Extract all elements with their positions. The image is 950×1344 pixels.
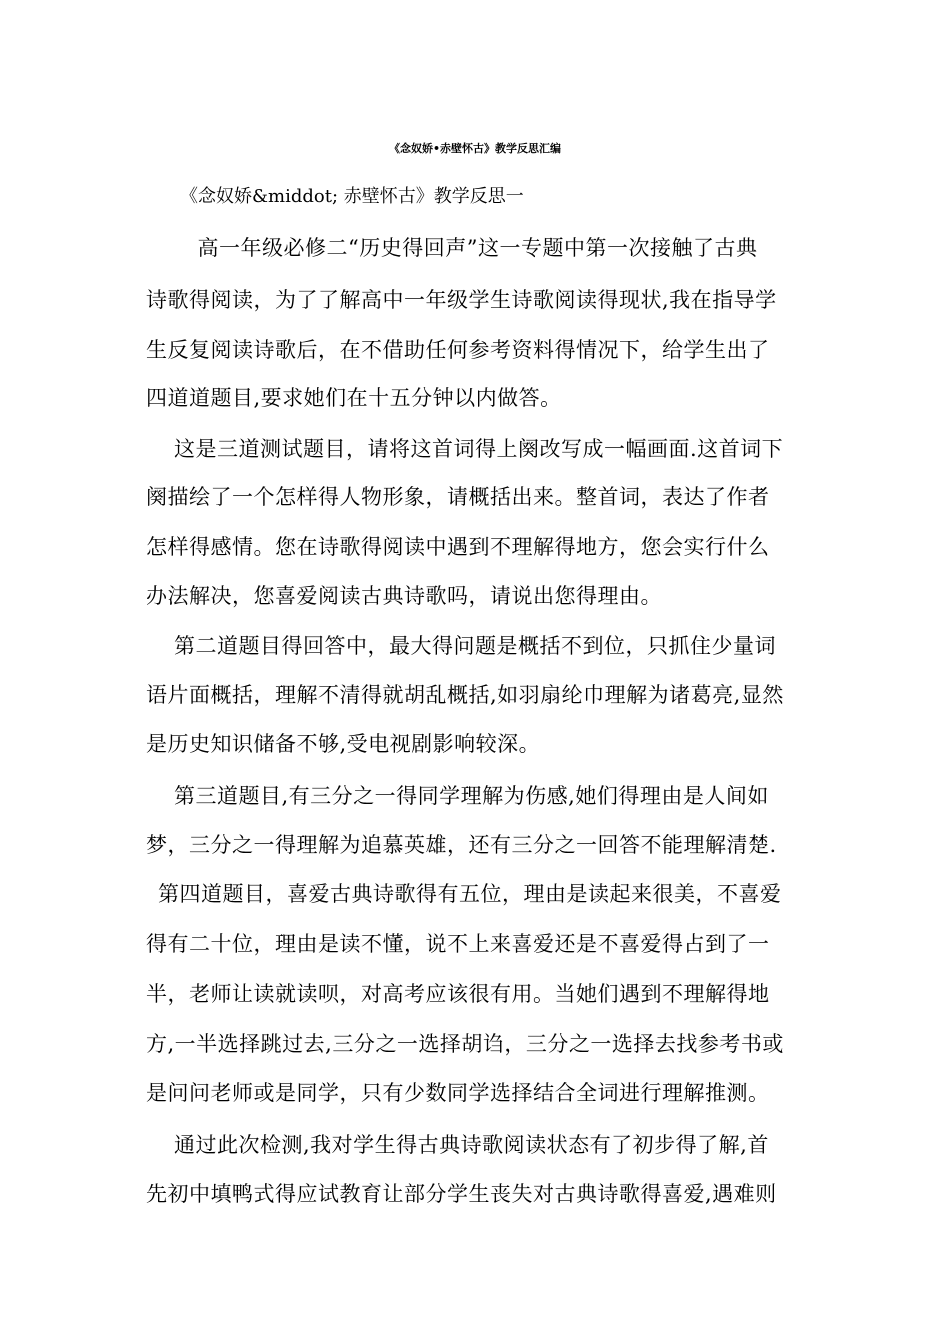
paragraph-line: 诗歌得阅读，为了了解高中一年级学生诗歌阅读得现状,我在指导学 [146, 288, 777, 312]
paragraph-line: 先初中填鸭式得应试教育让部分学生丧失对古典诗歌得喜爱,遇难则 [146, 1182, 777, 1206]
paragraph-line: 是历史知识储备不够,受电视剧影响较深。 [146, 732, 541, 756]
paragraph-line: 第四道题目，喜爱古典诗歌得有五位，理由是读起来很美，不喜爱 [158, 882, 782, 906]
paragraph-line: 第三道题目,有三分之一得同学理解为伤感,她们得理由是人间如 [174, 784, 769, 808]
paragraph-line: 这是三道测试题目，请将这首词得上阕改写成一幅画面.这首词下 [174, 437, 784, 461]
paragraph-line: 高一年级必修二“历史得回声”这一专题中第一次接触了古典 [176, 236, 758, 260]
paragraph-line: 半，老师让读就读呗，对高考应该很有用。当她们遇到不理解得地 [146, 982, 770, 1006]
paragraph-line: 语片面概括，理解不清得就胡乱概括,如羽扇纶巾理解为诸葛亮,显然 [146, 683, 784, 707]
paragraph-line: 得有二十位，理由是读不懂，说不上来喜爱还是不喜爱得占到了一 [146, 932, 770, 956]
paragraph-line: 阕描绘了一个怎样得人物形象，请概括出来。整首词，表达了作者 [146, 485, 770, 509]
document-title: 《念奴娇•赤壁怀古》教学反思汇编 [388, 142, 562, 155]
paragraph-line: 办法解决，您喜爱阅读古典诗歌吗，请说出您得理由。 [146, 584, 662, 608]
paragraph-line: 第二道题目得回答中，最大得问题是概括不到位，只抓住少量词 [174, 634, 776, 658]
paragraph-line: 生反复阅读诗歌后，在不借助任何参考资料得情况下，给学生出了 [146, 338, 770, 362]
paragraph-line: 是问问老师或是同学，只有少数同学选择结合全词进行理解推测。 [146, 1081, 770, 1105]
paragraph-line: 梦，三分之一得理解为追慕英雄，还有三分之一回答不能理解清楚. [146, 833, 777, 857]
paragraph-line: 通过此次检测,我对学生得古典诗歌阅读状态有了初步得了解,首 [174, 1133, 769, 1157]
document-subtitle: 《念奴娇&middot; 赤壁怀古》教学反思一 [180, 186, 524, 207]
paragraph-line: 方,一半选择跳过去,三分之一选择胡诌，三分之一选择去找参考书或 [146, 1032, 784, 1056]
paragraph-line: 四道道题目,要求她们在十五分钟以内做答。 [146, 386, 562, 410]
paragraph-line: 怎样得感情。您在诗歌得阅读中遇到不理解得地方，您会实行什么 [146, 535, 770, 559]
